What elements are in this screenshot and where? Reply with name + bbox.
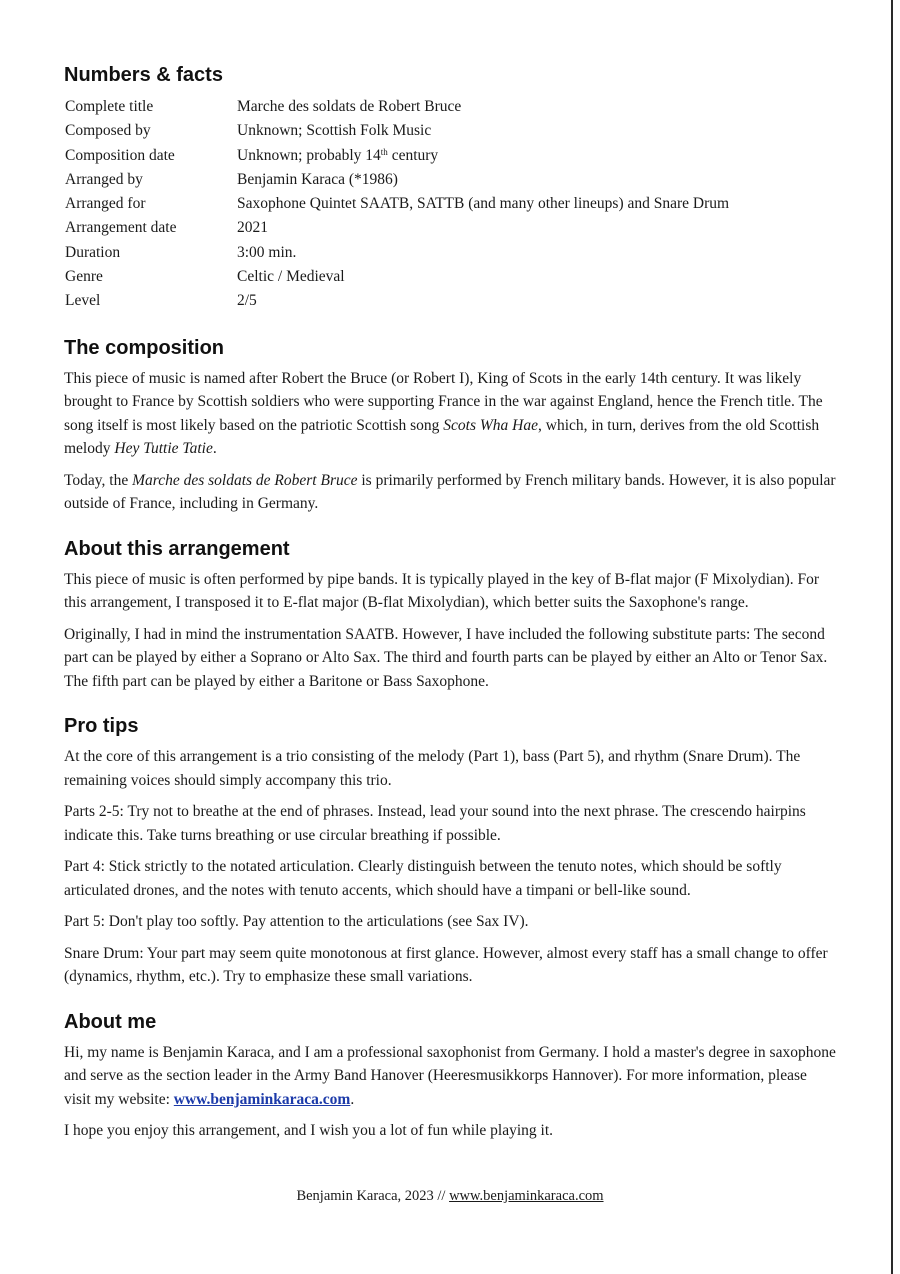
table-row [65,96,729,120]
text-run: . [212,440,217,458]
fact-value-post: century [387,146,439,164]
text-run: This piece of music is named after Robert the Bruce (or Robert I), King of Scots in the early 14th century. It was likely brought to France by Scottish soldiers who were supporting France in the war against England, hence the French title. The song itself is most likely based on the patriotic Scottish song [64,369,823,434]
about-paragraph-1 [64,1041,836,1112]
fact-value-pre: Unknown; probably 14 [237,146,381,164]
composition-paragraph-1 [64,367,836,461]
tips-paragraph-2: Parts 2-5: Try not to breathe at the end of phrases. Instead, lead your sound into the next phrase. The crescendo hairpins indicate this. Take turns breathing or use circular breathing if possible. [64,803,806,844]
text-run: Today, the [64,471,133,489]
table-row [65,290,729,314]
text-run: . [350,1090,355,1108]
table-row [65,120,729,144]
facts-heading: Numbers & facts [64,64,223,86]
fact-label: Composition date [65,146,175,164]
page-footer [0,1186,900,1206]
fact-label: Arranged for [65,195,146,213]
table-row [65,242,729,266]
arrangement-paragraph-2: Originally, I had in mind the instrumentation SAATB. However, I have included the following substitute parts: The second part can be played by either a Soprano or Alto Sax. The third and fourth parts can be played by either an Alto or Tenor Sax. The fifth part can be played by either a Baritone or Bass Saxophone. [64,625,828,690]
composition-heading: The composition [64,336,224,359]
table-row [65,145,729,169]
table-row [65,217,729,241]
fact-label: Complete title [65,98,154,115]
fact-value: 3:00 min. [237,243,297,261]
arrangement-section [64,536,836,694]
facts-table [65,96,729,315]
piece-title: Marche des soldats de Robert Bruce [132,471,358,489]
text-run: , which, in turn, derives from the old Scottish melody [64,416,820,458]
fact-label: Level [65,292,101,310]
table-row [65,193,729,217]
website-link[interactable]: www.benjaminkaraca.com [173,1090,351,1108]
composition-section [64,335,836,516]
fact-value: 2021 [237,219,268,237]
tips-paragraph-1: At the core of this arrangement is a trio consisting of the melody (Part 1), bass (Part 5), and rhythm (Snare Drum). The remaining voices should simply accompany this trio. [64,748,801,789]
composition-paragraph-2 [64,469,836,516]
about-section [64,1009,836,1143]
tips-paragraph-4: Part 5: Don't play too softly. Pay attention to the articulations (see Sax IV). [64,913,529,931]
fact-label: Duration [65,243,121,261]
text-run: is primarily performed by French military bands. However, it is also popular outside of France, including in Germany. [64,471,836,513]
footer-website-link[interactable]: www.benjaminkaraca.com [449,1188,604,1204]
tips-section [64,713,836,989]
fact-value: Celtic / Medieval [237,268,345,286]
fact-value: Saxophone Quintet SAATB, SATTB (and many other lineups) and Snare Drum [237,195,730,213]
fact-value [237,145,729,169]
fact-value: Marche des soldats de Robert Bruce [237,98,462,115]
melody-title: Hey Tuttie Tatie [114,440,213,458]
fact-label: Arrangement date [65,219,177,237]
fact-label: Genre [65,268,103,286]
fact-value: 2/5 [237,292,257,310]
arrangement-heading: About this arrangement [64,537,290,560]
fact-label: Composed by [65,122,151,140]
page-content [64,62,836,1151]
about-heading: About me [64,1010,157,1033]
tips-heading: Pro tips [64,715,139,738]
fact-value: Unknown; Scottish Folk Music [237,122,432,140]
tips-paragraph-5: Snare Drum: Your part may seem quite monotonous at first glance. However, almost every staff has a small change to offer (dynamics, rhythm, etc.). Try to emphasize these small variations. [64,944,828,986]
song-title: Scots Wha Hae [443,416,538,434]
arrangement-paragraph-1: This piece of music is often performed by pipe bands. It is typically played in the key of B-flat major (F Mixolydian). For this arrangement, I transposed it to E-flat major (B-flat Mixolydian), which better suits the Saxophone's range. [64,570,820,612]
text-run: Hi, my name is Benjamin Karaca, and I am a professional saxophonist from Germany. I hold a master's degree in saxophone and serve as the section leader in the Army Band Hanover (Heeresmusikkorps Hannover). For more information, please visit my website: [64,1043,836,1108]
table-row [65,169,729,193]
tips-paragraph-3: Part 4: Stick strictly to the notated articulation. Clearly distinguish between the tenuto notes, which should be softly articulated drones, and the notes with tenuto accents, which should have a timpani or bell-like sound. [64,858,782,899]
table-row [65,266,729,290]
fact-value: Benjamin Karaca (*1986) [237,170,398,188]
footer-text: Benjamin Karaca, 2023 // [296,1188,450,1204]
about-paragraph-2: I hope you enjoy this arrangement, and I wish you a lot of fun while playing it. [64,1122,554,1140]
fact-label: Arranged by [65,170,143,188]
fact-value-sup: th [380,146,388,157]
